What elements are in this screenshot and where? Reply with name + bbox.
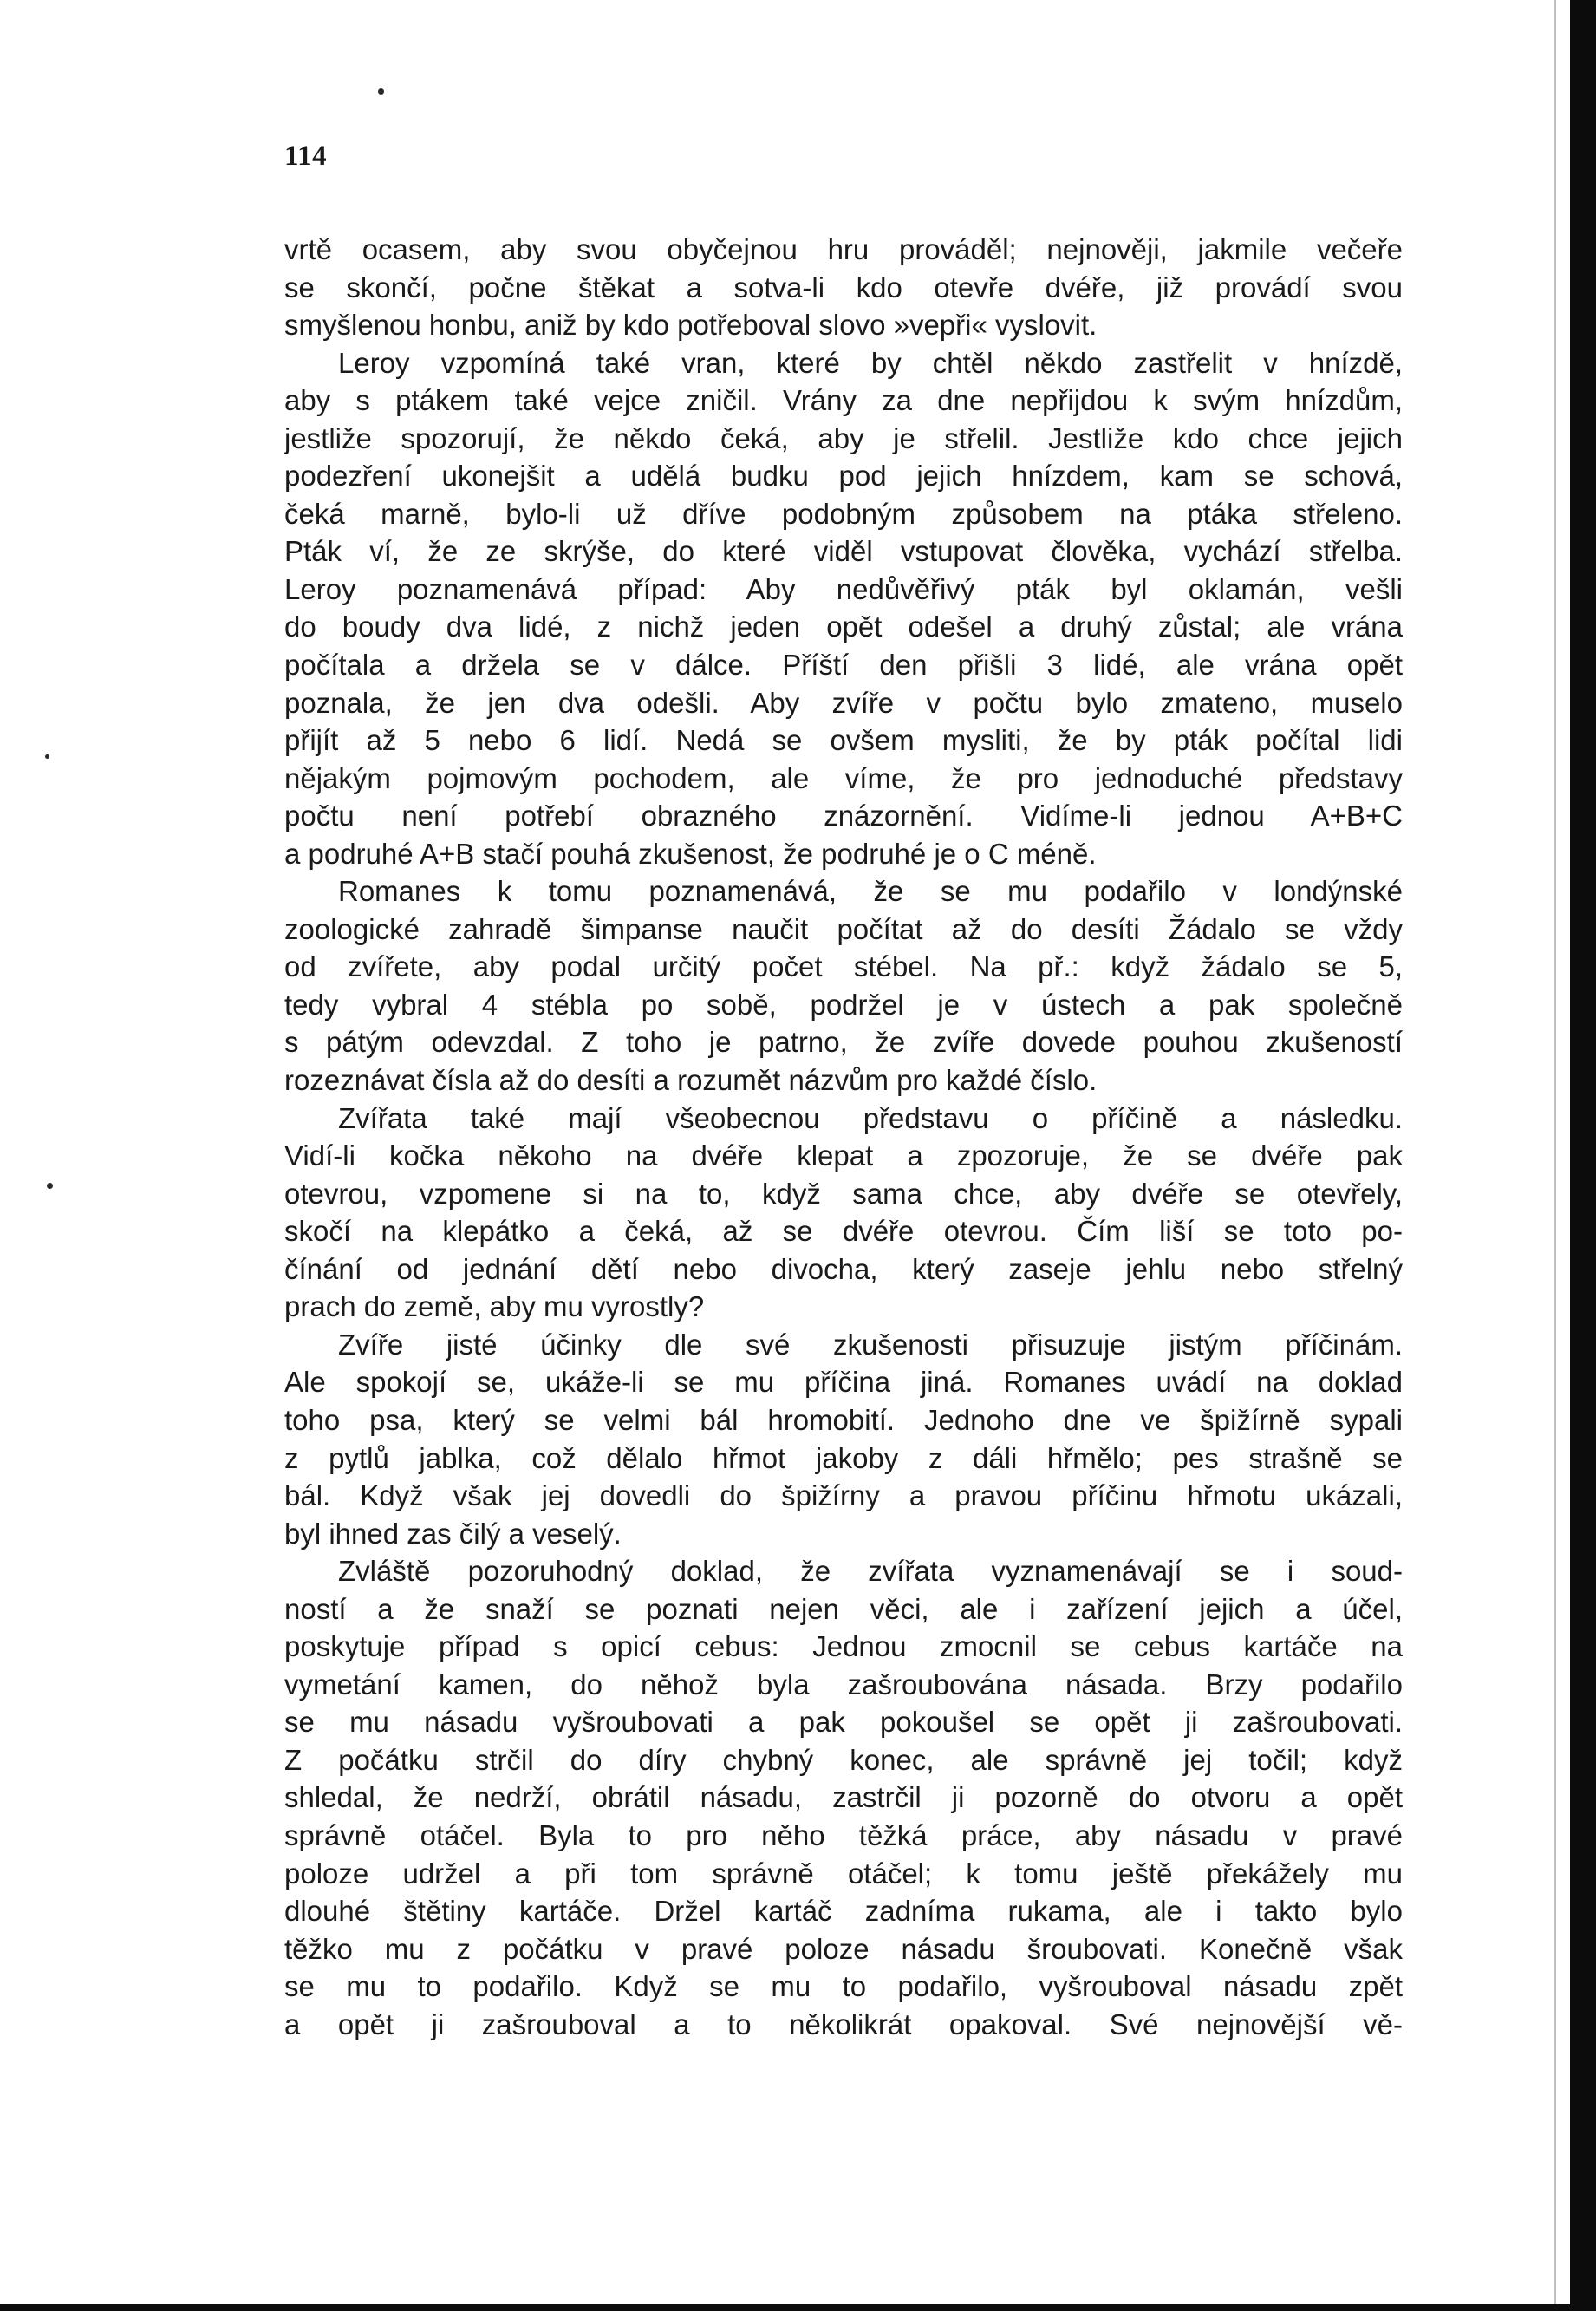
- text-line: podezření ukonejšit a udělá budku pod jejich hnízdem, kam se schová,: [284, 460, 1403, 493]
- text-line: těžko mu z počátku v pravé poloze násadu šroubovati. Konečně však: [284, 1932, 1403, 1965]
- text-line: nějakým pojmovým pochodem, ale víme, že pro jednoduché představy: [284, 761, 1403, 794]
- text-line: počítala a držela se v dálce. Příští den přišli 3 lidé, ale vrána opět: [284, 649, 1403, 682]
- text-line: a podruhé A+B stačí pouhá zkušenost, že podruhé je o C méně.: [284, 837, 1097, 870]
- text-line: otevrou, vzpomene si na to, když sama chce, aby dvéře se otevřely,: [284, 1177, 1403, 1210]
- text-line: se mu násadu vyšroubovati a pak pokoušel se opět ji zašroubovati.: [284, 1706, 1403, 1739]
- text-line: z pytlů jablka, což dělalo hřmot jakoby z dáli hřmělo; pes strašně se: [284, 1441, 1403, 1474]
- page-number: 114: [284, 140, 328, 172]
- text-line: čínání od jednání dětí nebo divocha, který zaseje jehlu nebo střelný: [284, 1252, 1403, 1285]
- text-line: Z počátku strčil do díry chybný konec, ale správně jej točil; když: [284, 1743, 1403, 1776]
- text-line: aby s ptákem také vejce zničil. Vrány za dne nepřijdou k svým hnízdům,: [284, 384, 1403, 417]
- scan-speck: [378, 88, 384, 95]
- text-line: Pták ví, že ze skrýše, do které viděl vstupovat člověka, vychází střelba.: [284, 535, 1403, 568]
- text-line: čeká marně, bylo-li už dříve podobným způsobem na ptáka střeleno.: [284, 497, 1403, 530]
- text-line: dlouhé štětiny kartáče. Držel kartáč zadníma rukama, ale i takto bylo: [284, 1895, 1403, 1928]
- text-line: do boudy dva lidé, z nichž jeden opět odešel a druhý zůstal; ale vrána: [284, 610, 1403, 643]
- scan-speck: [47, 1183, 53, 1189]
- text-line: vymetání kamen, do něhož byla zašroubována násada. Brzy podařilo: [284, 1668, 1403, 1701]
- scan-border-bottom: [0, 2304, 1596, 2311]
- text-line: Zvířata také mají všeobecnou představu o příčině a následku.: [338, 1101, 1403, 1134]
- text-line: shledal, že nedrží, obrátil násadu, zastrčil ji pozorně do otvoru a opět: [284, 1781, 1403, 1814]
- scan-border-right: [1570, 0, 1596, 2311]
- text-line: bál. Když však jej dovedli do špižírny a pravou příčinu hřmotu ukázali,: [284, 1479, 1403, 1512]
- text-line: počtu není potřebí obrazného znázornění. Vidíme-li jednou A+B+C: [284, 800, 1403, 832]
- text-line: se mu to podařilo. Když se mu to podařilo, vyšrouboval násadu zpět: [284, 1970, 1403, 2003]
- text-line: Leroy vzpomíná také vran, které by chtěl někdo zastřelit v hnízdě,: [338, 346, 1403, 379]
- text-line: přijít až 5 nebo 6 lidí. Nedá se ovšem mysliti, že by pták počítal lidi: [284, 724, 1403, 757]
- text-line: s pátým odevzdal. Z toho je patrno, že zvíře dovede pouhou zkušeností: [284, 1026, 1403, 1059]
- text-line: skočí na klepátko a čeká, až se dvéře otevrou. Čím liší se toto po-: [284, 1215, 1403, 1248]
- text-line: poloze udržel a při tom správně otáčel; k tomu ještě překážely mu: [284, 1857, 1403, 1890]
- text-line: Vidí-li kočka někoho na dvéře klepat a zpozoruje, že se dvéře pak: [284, 1139, 1403, 1172]
- text-line: zoologické zahradě šimpanse naučit počítat až do desíti Žádalo se vždy: [284, 912, 1403, 945]
- text-line: se skončí, počne štěkat a sotva-li kdo otevře dvéře, již provádí svou: [284, 271, 1403, 304]
- text-line: tedy vybral 4 stébla po sobě, podržel je v ústech a pak společně: [284, 988, 1403, 1021]
- text-line: Leroy poznamenává případ: Aby nedůvěřivý pták byl oklamán, vešli: [284, 572, 1403, 605]
- text-line: Zvíře jisté účinky dle své zkušenosti přisuzuje jistým příčinám.: [338, 1328, 1403, 1361]
- text-line: od zvířete, aby podal určitý počet stébel. Na př.: když žádalo se 5,: [284, 950, 1403, 983]
- text-line: Romanes k tomu poznamenává, že se mu podařilo v londýnské: [338, 875, 1403, 908]
- text-line: Zvláště pozoruhodný doklad, že zvířata vyznamenávají se i soud-: [338, 1555, 1403, 1588]
- text-line: a opět ji zašrouboval a to několikrát opakoval. Své nejnovější vě-: [284, 2007, 1403, 2040]
- text-line: jestliže spozorují, že někdo čeká, aby je střelil. Jestliže kdo chce jejich: [284, 421, 1403, 454]
- text-line: toho psa, který se velmi bál hromobití. Jednoho dne ve špižírně sypali: [284, 1403, 1403, 1436]
- text-line: smyšlenou honbu, aniž by kdo potřeboval slovo »vepři« vyslovit.: [284, 309, 1098, 342]
- text-line: prach do země, aby mu vyrostly?: [284, 1290, 705, 1323]
- text-line: Ale spokojí se, ukáže-li se mu příčina jiná. Romanes uvádí na doklad: [284, 1366, 1403, 1399]
- text-line: správně otáčel. Byla to pro něho těžká práce, aby násadu v pravé: [284, 1818, 1403, 1851]
- scan-speck: [45, 754, 49, 759]
- scan-gutter-line: [1554, 0, 1556, 2311]
- text-line: poznala, že jen dva odešli. Aby zvíře v počtu bylo zmateno, muselo: [284, 686, 1403, 719]
- text-line: ností a že snaží se poznati nejen věci, ale i zařízení jejich a účel,: [284, 1592, 1403, 1625]
- text-line: rozeznávat čísla až do desíti a rozumět názvům pro každé číslo.: [284, 1064, 1098, 1097]
- text-line: vrtě ocasem, aby svou obyčejnou hru prováděl; nejnověji, jakmile večeře: [284, 233, 1403, 265]
- body-text: [284, 231, 1403, 2043]
- text-line: byl ihned zas čilý a veselý.: [284, 1517, 622, 1550]
- text-line: poskytuje případ s opicí cebus: Jednou zmocnil se cebus kartáče na: [284, 1630, 1403, 1663]
